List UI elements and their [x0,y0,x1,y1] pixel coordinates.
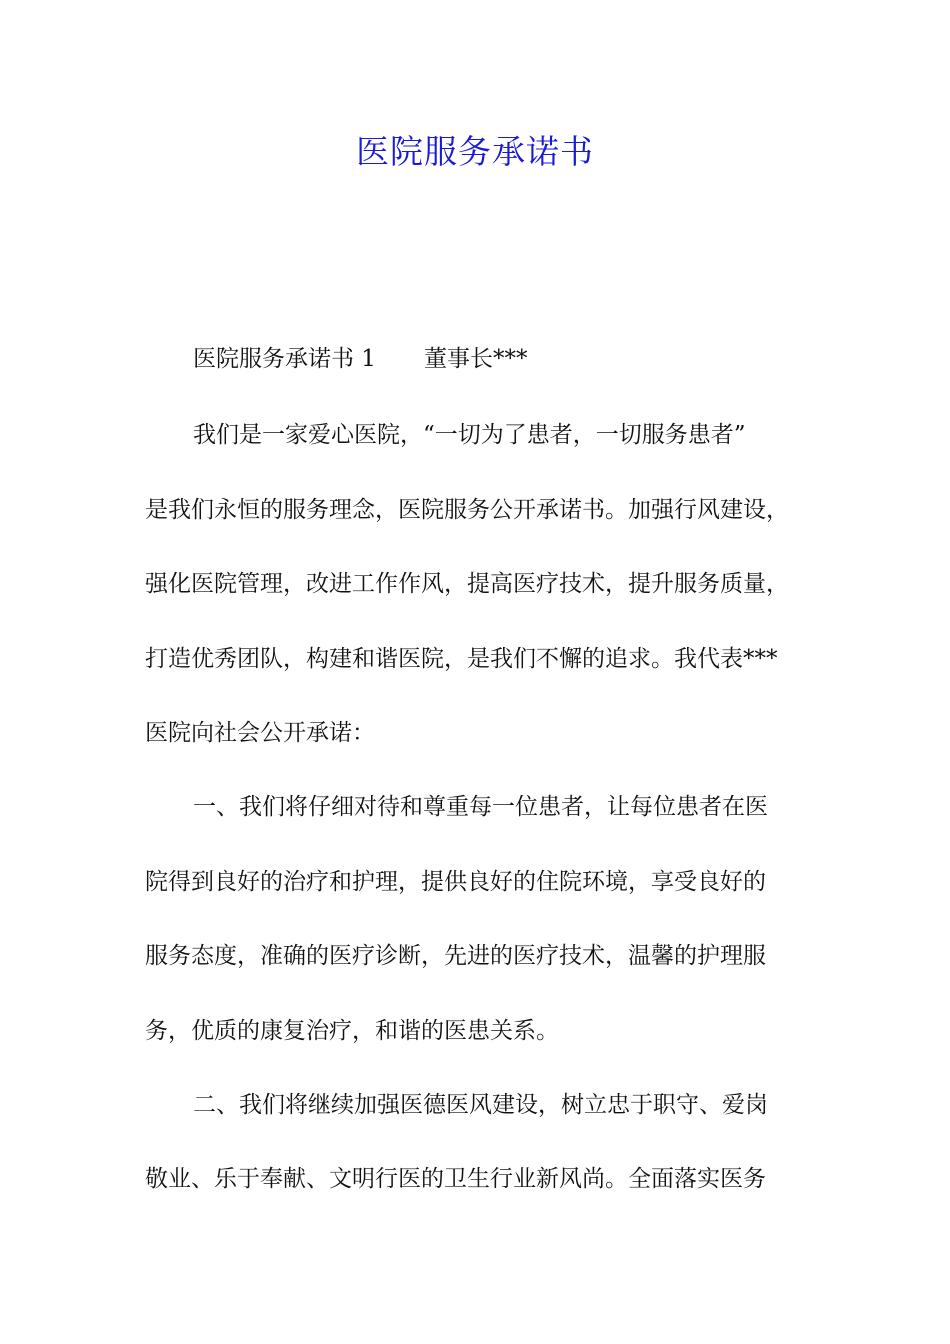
subtitle-line [193,342,527,376]
paragraph-line: 务，优质的康复治疗，和谐的医患关系。 [145,1018,559,1044]
document-title: 医院服务承诺书 [356,132,594,171]
paragraph-line: 强化医院管理，改进工作作风，提高医疗技术，提升服务质量， [145,571,789,597]
paragraph-line: 敬业、乐于奉献、文明行医的卫生行业新风尚。全面落实医务 [145,1166,766,1192]
subtitle-author: 董事长*** [423,346,528,372]
paragraph-line: 是我们永恒的服务理念，医院服务公开承诺书。加强行风建设， [145,497,789,523]
paragraph-line: 院得到良好的治疗和护理，提供良好的住院环境，享受良好的 [145,869,766,895]
paragraph-line: 服务态度，准确的医疗诊断，先进的医疗技术，温馨的护理服 [145,943,766,969]
paragraph-line: 二、我们将继续加强医德医风建设，树立忠于职守、爱岗 [193,1092,768,1118]
subtitle-heading: 医院服务承诺书 1 [193,346,376,372]
paragraph-line: 我们是一家爱心医院，“一切为了患者，一切服务患者” [193,422,746,448]
paragraph-line: 一、我们将仔细对待和尊重每一位患者，让每位患者在医 [193,794,768,820]
paragraph-line: 医院向社会公开承诺： [145,720,375,746]
paragraph-line: 打造优秀团队，构建和谐医院，是我们不懈的追求。我代表*** [145,646,778,672]
